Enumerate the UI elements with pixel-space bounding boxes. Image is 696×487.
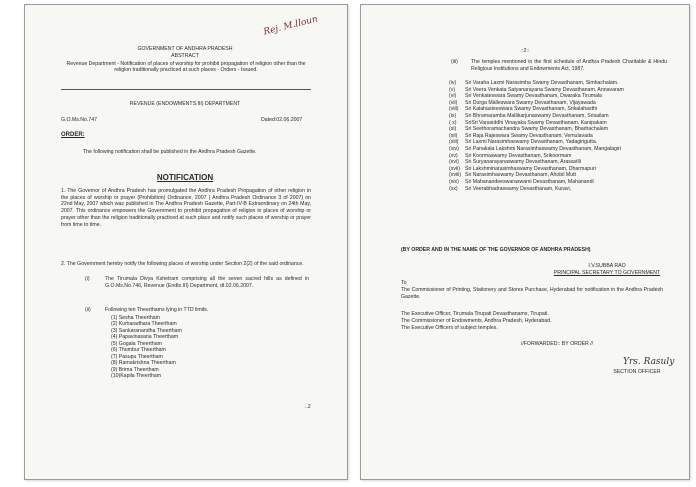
paragraph-2: 2. The Government hereby notify the following places of worship under Section 2(2) of the said ordinance.: [61, 261, 304, 267]
subject-text: Revenue Department - Notification of places of worship for prohibit propagation of religion other than the religion traditionally practiced at such places - Orders - Issued.: [66, 61, 306, 74]
department-heading: REVENUE (ENDOWMENTS.III) DEPARTMENT: [129, 101, 241, 107]
page-1: [24, 4, 348, 480]
list-item: (8) Ramakrishna Theertham: [111, 360, 176, 367]
copy-2: The Commissioner of Endowments, Andhra Pradesh, Hyderabad.: [401, 318, 552, 324]
list-item: (xv) Sri Koormaswamy Devasthanam, Srikoormam: [449, 152, 572, 159]
copy-3: The Executive Officers of subject temples.: [401, 325, 498, 331]
item-i-number: (i): [85, 276, 90, 282]
list-item: (xi) Sri Seethoramachandra Swamy Devasthanam, Bhadrachalam: [449, 126, 609, 133]
go-number: G.O.Ms.No.747: [61, 117, 98, 123]
list-item: (xiv) Sri Panakala Lakshmi Narasimhaswamy Devasthanam, Mangalagiri: [449, 145, 621, 152]
list-item: (2) Kumaradhara Theertham: [111, 321, 177, 328]
list-item: (9) Brima Theertham: [111, 366, 159, 373]
list-item: (xix) Sri Mahanandeeswaraswami Devasthanam, Mahanandi: [449, 178, 594, 185]
temple-list: [449, 80, 624, 192]
list-item: (vi) Sri Venkateswara Swamy Devasthanam, Dwaraka Tirumala: [449, 93, 602, 100]
list-item: (6) Thumbur Theertham: [111, 347, 166, 354]
to-text: The Commissioner of Printing, Stationery and Stores Purchase, Hyderabad for notification in the Andhra Pradesh Gazette.: [401, 287, 663, 300]
list-item: (xiii) Sri Laxmi Narasimhaswamy Devasthanam, Yadagirigutta.: [449, 139, 598, 146]
list-item: (iv) Sri Varaha Laxmi Narasimha Swamy Devasthanam, Simhachalam.: [449, 80, 619, 86]
page-marker: ..2: [305, 404, 311, 410]
handwritten-note: Rej. M.lloun: [262, 14, 319, 38]
handwritten-signature: Yrs. Rasuly: [623, 357, 675, 367]
list-item: (v) Sri Veera Venkata Satyanarayana Swamy Devasthanam, Annavaram: [449, 86, 624, 93]
list-item: (3) Sankaranandha Theertham: [111, 327, 182, 334]
list-item: (xvi) Sri Suryanarayanaswamy Devasthanam, Arasavilli: [449, 159, 581, 166]
paragraph-1: 1. The Governor of Andhra Pradesh has promulgated the Andhra Pradesh Propagation of other religion in the places of worship or prayer (Prohibition) Ordinance, 2007 ( Andhra Pradesh Ordinance 3 of 2007) on 22nd May, 2007 which was published in The Andhra Pradesh Gazette, Part-IV-B Extraordinary on 24th May, 2007. This ordinance empowers the Government to prohibit propagation of religion in places of worship or prayer other than the religion traditionally practiced at such place and notify such places of worship or prayer from time to time.: [61, 188, 311, 228]
item-ii-number: (ii): [85, 307, 91, 313]
item-i-text: The Tirumala Divya Kshetram comprising all the seven sacred hills as defined in G.O.Ms.No.746, Revenue (Endts.III) Department, dt.02.06.2007.: [105, 276, 309, 289]
item-iii-text: The temples mentioned in the first schedule of Andhra Pradesh Charitable & Hindu Religious Institutions and Endowments Act, 1987.: [471, 59, 667, 72]
go-date: Dated:02.06.2007: [261, 117, 303, 123]
abstract-heading: ABSTRACT: [171, 53, 199, 59]
forwarded-line: //FORWARDED:: BY ORDER //: [520, 341, 594, 347]
item-ii-text: Following ten Theerthams lying in TTD limits.: [105, 307, 209, 313]
theertham-list: [111, 315, 182, 380]
list-item: ( x) SriSri Varasiddhi Vinayaka Swamy Devasthanam, Kanipakam: [449, 119, 607, 126]
order-line: (BY ORDER AND IN THE NAME OF THE GOVERNOR OF ANDHRA PRADESH): [401, 247, 591, 253]
list-item: (7) Pasupu Theertham: [111, 353, 163, 360]
order-heading: ORDER:: [61, 132, 85, 138]
list-item: (xviii) Sri Narasimhaswamy Devasthanam, Ahobil Mutt: [449, 172, 576, 179]
list-item: (10)Kapila Theertham: [111, 373, 162, 380]
list-item: (vii) Sri Durga Malleswara Swamy Devasthanam, Vijayawada: [449, 99, 596, 106]
list-item: (xii) Sri Raja Rajeswara Swamy Devasthanam, Vemulavada: [449, 132, 593, 139]
list-item: (viii) Sri Kalahasteeswara Swamy Devasthanam, Srikalahasthi: [449, 106, 598, 113]
government-heading: GOVERNMENT OF ANDHRA PRADESH: [137, 46, 233, 52]
page-2: [360, 4, 690, 480]
section-officer: SECTION OFFICER: [613, 369, 661, 375]
list-item: (xx) Sri Veerabhadraswamy Devasthanam, Kuravi,: [449, 185, 572, 192]
order-text: The following notification shall be published in the Andhra Pradesh Gazette.: [83, 149, 257, 155]
notification-heading: NOTIFICATION: [156, 173, 214, 182]
item-iii-number: (iii): [451, 59, 458, 65]
to-label: To: [401, 280, 407, 286]
list-item: (xvii) Sri Lakshminarasimhaswamy Devasthanam, Dharmapuri: [449, 165, 596, 172]
header-divider: [61, 89, 311, 90]
list-item: (4) Papavinasana Theertham: [111, 334, 179, 341]
list-item: (ix) Sri Bhramaramba Mallikarjunaswamy Devasthanam, Srisailam: [449, 112, 609, 119]
signatory-name: I.V.SUBBA RAO: [588, 263, 626, 269]
copy-1: The Executive Officer, Tirumala Tirupati Devasthanams, Tirupati.: [401, 311, 549, 317]
signatory-title: PRINCIPAL SECRETARY TO GOVERNMENT: [553, 270, 661, 276]
list-item: (5) Gogala Theertham: [111, 340, 162, 347]
list-item: (1) Sesha Theertham: [111, 315, 160, 321]
page-marker: ::2::: [520, 48, 530, 54]
